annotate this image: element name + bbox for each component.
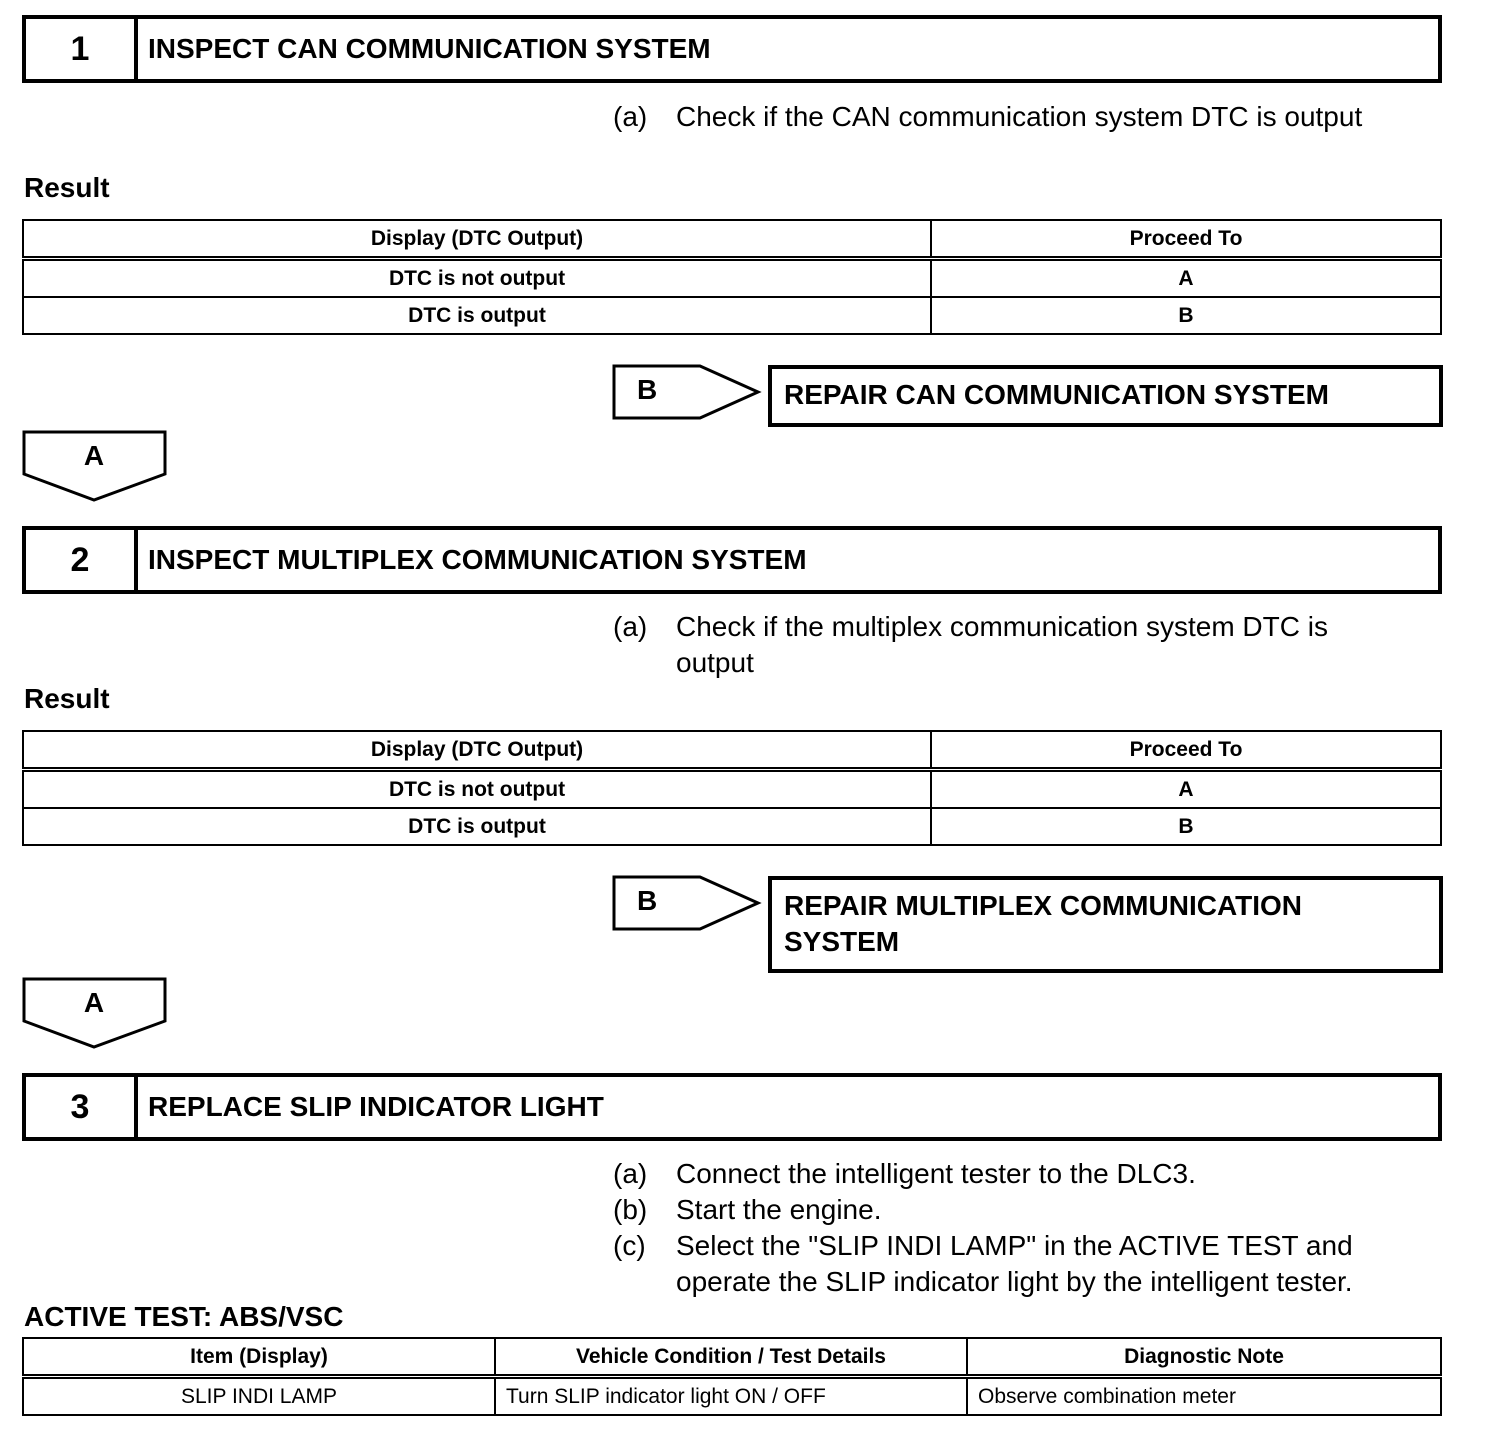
instruction-label: (b)	[613, 1194, 648, 1225]
table-cell: Turn SLIP indicator light ON / OFF	[495, 1377, 967, 1416]
instruction-text-continued: operate the SLIP indicator light by the intelligent tester.	[676, 1266, 1353, 1297]
step-3-instruction-a	[613, 1156, 1493, 1192]
column-header: Display (DTC Output)	[23, 220, 931, 259]
step-2-branch-a-arrow	[22, 977, 168, 1051]
table-cell: SLIP INDI LAMP	[23, 1377, 495, 1416]
step-2-branch-b-arrow	[612, 875, 762, 933]
table-header-row	[23, 731, 1441, 770]
step-2-title: INSPECT MULTIPLEX COMMUNICATION SYSTEM	[148, 544, 807, 575]
step-1-branch-b-arrow	[612, 364, 762, 422]
table-cell: Observe combination meter	[967, 1377, 1441, 1416]
step-1-title: INSPECT CAN COMMUNICATION SYSTEM	[148, 33, 711, 64]
instruction-text-continued: output	[676, 647, 754, 678]
branch-a-label: A	[83, 987, 105, 1018]
table-cell: DTC is output	[23, 297, 931, 334]
step-2-result-table	[22, 730, 1442, 846]
step-1-result-label: Result	[24, 172, 110, 203]
table-cell: DTC is output	[23, 808, 931, 845]
step-2-result-label: Result	[24, 683, 110, 714]
instruction-text: Connect the intelligent tester to the DLC3.	[676, 1158, 1196, 1189]
step-3-title: REPLACE SLIP INDICATOR LIGHT	[148, 1091, 604, 1122]
table-cell: A	[931, 770, 1441, 809]
table-row	[23, 297, 1441, 334]
branch-a-label: A	[83, 440, 105, 471]
table-header-row	[23, 1338, 1441, 1377]
step-1-result-table	[22, 219, 1442, 335]
table-row	[23, 1377, 1441, 1416]
branch-b-label: B	[637, 374, 658, 405]
branch-b-label: B	[637, 885, 658, 916]
repair-text-continued: SYSTEM	[784, 926, 900, 957]
instruction-text: Select the "SLIP INDI LAMP" in the ACTIVE TEST and	[676, 1230, 1353, 1261]
instruction-label: (a)	[613, 101, 648, 132]
instruction-text: Check if the CAN communication system DTC is output	[676, 101, 1363, 132]
table-cell: B	[931, 808, 1441, 845]
active-test-table	[22, 1337, 1442, 1416]
table-cell: DTC is not output	[23, 259, 931, 298]
table-cell: A	[931, 259, 1441, 298]
step-3-number: 3	[26, 1077, 138, 1137]
active-test-title: ACTIVE TEST: ABS/VSC	[24, 1301, 344, 1332]
instruction-label: (c)	[613, 1230, 646, 1261]
step-3-header	[22, 1073, 1442, 1141]
right-arrow-icon	[612, 364, 762, 422]
table-cell: B	[931, 297, 1441, 334]
table-row	[23, 770, 1441, 809]
step-1-number: 1	[26, 19, 138, 79]
step-2-number: 2	[26, 530, 138, 590]
column-header: Vehicle Condition / Test Details	[495, 1338, 967, 1377]
right-arrow-icon	[612, 875, 762, 933]
instruction-label: (a)	[613, 1158, 648, 1189]
step-2-header	[22, 526, 1442, 594]
table-row	[23, 808, 1441, 845]
step-1-branch-a-arrow	[22, 430, 168, 504]
repair-text: REPAIR CAN COMMUNICATION SYSTEM	[784, 379, 1329, 410]
table-row	[23, 259, 1441, 298]
column-header: Item (Display)	[23, 1338, 495, 1377]
instruction-text: Start the engine.	[676, 1194, 882, 1225]
column-header: Diagnostic Note	[967, 1338, 1441, 1377]
step-3-instruction-c	[613, 1228, 1493, 1300]
instruction-text: Check if the multiplex communication system DTC is	[676, 611, 1328, 642]
column-header: Display (DTC Output)	[23, 731, 931, 770]
table-header-row	[23, 220, 1441, 259]
step-3-instruction-b	[613, 1192, 1493, 1228]
step-2-instruction-a	[613, 609, 1493, 681]
step-1-instruction-a	[613, 99, 1493, 135]
step-2-repair-box	[768, 876, 1443, 973]
column-header: Proceed To	[931, 731, 1441, 770]
step-1-repair-box	[768, 365, 1443, 427]
repair-text: REPAIR MULTIPLEX COMMUNICATION	[784, 890, 1302, 921]
column-header: Proceed To	[931, 220, 1441, 259]
table-cell: DTC is not output	[23, 770, 931, 809]
step-1-header	[22, 15, 1442, 83]
instruction-label: (a)	[613, 611, 648, 642]
